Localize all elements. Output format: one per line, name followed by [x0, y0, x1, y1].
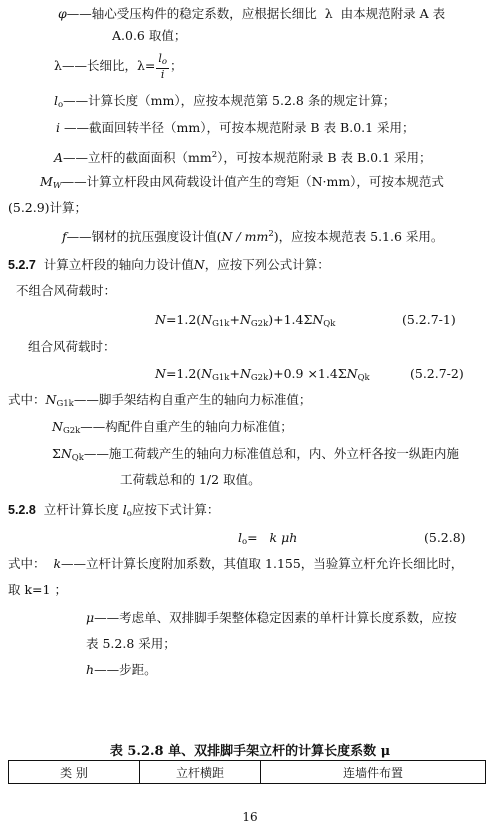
where-k-cont: 取 k=1 ；: [8, 582, 67, 597]
text: ；: [170, 58, 183, 73]
text: +: [229, 312, 240, 327]
text: 应按下式计算：: [131, 502, 220, 517]
text: ——计算长度（mm），应按本规范第 5.2.8 条的规定计算；: [63, 93, 396, 108]
symbol: N: [193, 257, 205, 272]
def-lambda: [54, 52, 183, 80]
text: ——脚手架结构自重产生的轴向力标准值；: [73, 392, 312, 407]
def-phi-cont: A.0.6 取值；: [112, 28, 187, 43]
superscript: 2: [211, 150, 218, 160]
page-number: 16: [242, 810, 258, 824]
symbol: φ: [58, 6, 67, 21]
text: 式中：: [8, 556, 46, 571]
case-no-wind: 不组合风荷载时：: [16, 283, 117, 298]
case-wind: 组合风荷载时：: [28, 339, 116, 354]
symbol: k: [53, 556, 62, 571]
symbol: M: [40, 174, 53, 189]
text: ——计算立杆段由风荷载设计值产生的弯矩（N·mm），可按本规范式: [61, 174, 444, 189]
text: 式中：: [8, 392, 46, 407]
def-i: [56, 120, 415, 136]
symbol: h: [86, 662, 95, 677]
text: =1.2(: [165, 366, 202, 381]
table-header: 类 别: [9, 761, 140, 784]
text: ），可按本规范附录 B 表 B.0.1 采用；: [217, 150, 432, 165]
numerator: l: [158, 52, 162, 65]
section-number: 5.2.7: [8, 258, 36, 272]
subscript: G2k: [250, 319, 269, 329]
symbol: N: [45, 392, 57, 407]
subscript: G1k: [56, 399, 74, 409]
text: ——立杆计算长度附加系数，其值取 1.155，当验算立杆允许长细比时，: [61, 556, 464, 571]
where-mu-cont: 表 5.2.8 采用；: [86, 636, 176, 651]
table-header: 连墙件布置: [261, 761, 486, 784]
section-5-2-7-heading: [8, 257, 330, 273]
subscript: G2k: [250, 373, 269, 383]
def-Mw: [40, 174, 444, 194]
table-header: 立杆横距: [140, 761, 261, 784]
text: ——施工荷载产生的轴向力标准值总和，内、外立杆各按一纵距内施: [83, 446, 459, 461]
symbol: N: [239, 312, 251, 327]
where-2: [52, 419, 293, 439]
where-3-cont: 工荷载总和的 1/2 取值。: [120, 472, 261, 487]
symbol: N: [201, 312, 213, 327]
text: ，应按下列公式计算：: [204, 257, 330, 272]
text: 计算立杆段的轴向力设计值: [43, 257, 194, 272]
symbol: k μh: [269, 530, 298, 545]
symbol: μ: [86, 610, 95, 625]
where-k: [8, 556, 463, 572]
where-h: [86, 662, 157, 678]
subscript: o: [58, 100, 64, 110]
symbol: N: [239, 366, 251, 381]
subscript: Qk: [323, 319, 336, 329]
formula-5-2-8: [238, 530, 297, 550]
formula-5-2-7-1: [155, 312, 335, 332]
formula-5-2-7-2: [155, 366, 370, 386]
text: ——长细比，λ=: [61, 58, 156, 73]
symbol: l: [238, 530, 242, 545]
subscript: o: [242, 537, 248, 547]
superscript: 2: [268, 229, 274, 239]
text: +: [229, 366, 240, 381]
def-lo: [54, 93, 395, 113]
formula-number: (5.2.8): [424, 530, 466, 545]
symbol: l: [122, 502, 127, 517]
text: ——立杆的截面面积（mm: [63, 150, 212, 165]
text: )+0.9 ×1.4Σ: [268, 366, 347, 381]
text: ——截面回转半径（mm），可按本规范附录 B 表 B.0.1 采用；: [63, 120, 415, 135]
text: ——轴心受压构件的稳定系数，应根据长细比: [66, 6, 317, 21]
subscript: G1k: [212, 373, 230, 383]
text: ——考虑单、双排脚手架整体稳定因素的单杆计算长度系数，应按: [94, 610, 457, 625]
formula-number: (5.2.7-1): [402, 312, 456, 327]
where-mu: [86, 610, 457, 626]
where-3: [52, 446, 459, 466]
def-A: [54, 147, 432, 166]
subscript: o: [161, 57, 167, 67]
formula-number: (5.2.7-2): [410, 366, 464, 381]
subscript: G2k: [62, 426, 81, 436]
symbol: N: [312, 312, 324, 327]
section-number: 5.2.8: [8, 503, 36, 517]
subscript: W: [52, 181, 62, 191]
fraction: [156, 53, 169, 80]
symbol: N: [60, 446, 72, 461]
text: 由本规范附录 A 表: [340, 6, 446, 21]
def-Mw-cont: (5.2.9)计算；: [8, 200, 88, 215]
subscript: Qk: [71, 453, 84, 463]
coefficient-table: [8, 760, 486, 784]
text: ——钢材的抗压强度设计值(: [66, 229, 222, 244]
subscript: o: [126, 509, 132, 519]
symbol: f: [62, 229, 67, 244]
text: =: [247, 530, 258, 545]
symbol: N: [346, 366, 358, 381]
text: =1.2(: [165, 312, 202, 327]
table-caption: 表 5.2.8 单、双排脚手架立杆的计算长度系数 μ: [109, 744, 391, 759]
symbol: l: [54, 93, 58, 108]
subscript: G1k: [212, 319, 230, 329]
def-f: [62, 226, 443, 245]
denominator: i: [160, 68, 165, 81]
symbol: λ: [324, 6, 333, 21]
symbol: N: [155, 366, 166, 381]
section-5-2-8-heading: [8, 502, 219, 522]
symbol: N: [201, 366, 213, 381]
def-phi: [58, 6, 445, 22]
unit: N / mm: [221, 229, 269, 244]
symbol: λ: [54, 58, 62, 73]
symbol: N: [155, 312, 166, 327]
where-1: [8, 392, 311, 412]
table-header-row: [9, 761, 486, 784]
text: ——步距。: [94, 662, 157, 677]
text: )，应按本规范表 5.1.6 采用。: [273, 229, 444, 244]
text: Σ: [52, 446, 61, 461]
text: 立杆计算长度: [43, 502, 119, 517]
symbol: A: [54, 150, 64, 165]
subscript: Qk: [357, 373, 370, 383]
symbol: N: [52, 419, 63, 434]
symbol: i: [56, 120, 60, 135]
text: ——构配件自重产生的轴向力标准值；: [80, 419, 293, 434]
text: )+1.4Σ: [268, 312, 313, 327]
